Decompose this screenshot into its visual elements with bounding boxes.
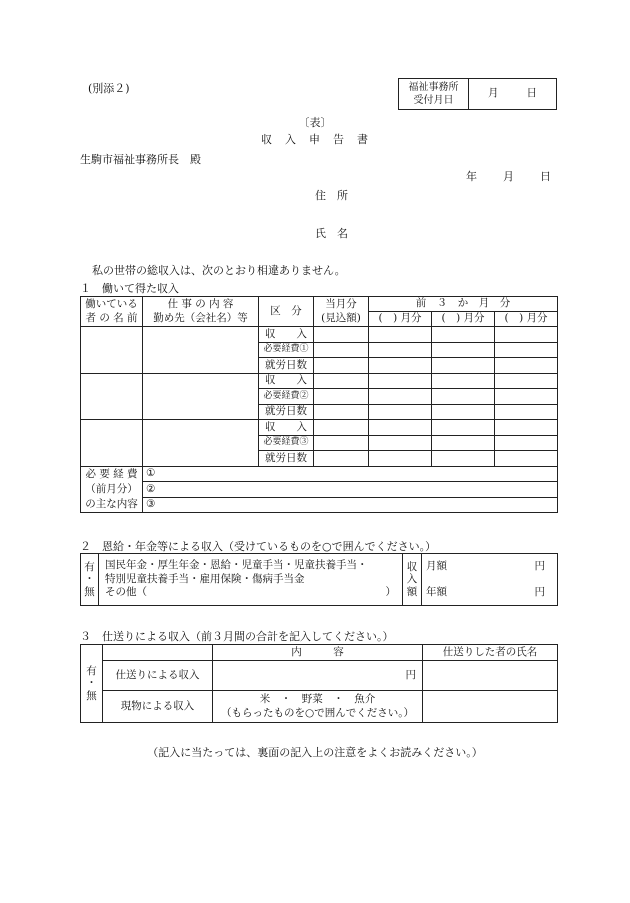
col-sender: 仕送りした者の氏名 <box>423 645 558 661</box>
pension-types[interactable]: 国民年金・厚生年金・恩給・児童手当・児童扶養手当・ 特別児童扶養手当・雇用保険・傷病手当金 その他（ ） <box>99 554 403 606</box>
date-field[interactable]: 年 月 日 <box>466 170 551 183</box>
footer-note: （記入に当たっては、裏面の記入上の注意をよくお読みください。） <box>147 746 483 759</box>
cell[interactable] <box>369 373 432 389</box>
worker-name-3[interactable] <box>81 420 143 467</box>
income-label-2: 収 入 <box>259 373 314 389</box>
cell[interactable] <box>314 435 369 451</box>
cell[interactable] <box>432 404 495 420</box>
days-label-2: 就労日数 <box>259 404 314 420</box>
name-label: 氏 名 <box>315 227 348 240</box>
cell[interactable] <box>369 342 432 358</box>
col-current-month: 当月分 (見込額) <box>314 297 369 327</box>
blank-header-cell <box>103 645 213 661</box>
worker-name-2[interactable] <box>81 373 143 420</box>
sender-name-2[interactable] <box>423 691 558 723</box>
col-job: 仕 事 の 内 容 勤め先（会社名）等 <box>143 297 259 327</box>
cell[interactable] <box>369 358 432 374</box>
income-label-3: 収 入 <box>259 420 314 436</box>
cell[interactable] <box>432 451 495 467</box>
addressee: 生駒市福祉事務所長 殿 <box>80 153 201 166</box>
prev-month-1[interactable]: ( ) 月分 <box>369 312 432 327</box>
col-content: 内 容 <box>213 645 423 661</box>
in-kind-label: 現物による収入 <box>103 691 213 723</box>
in-kind-items[interactable]: 米 ・ 野菜 ・ 魚介 （もらったものを○で囲んでください。） <box>213 691 423 723</box>
cell[interactable] <box>495 435 558 451</box>
cell[interactable] <box>495 327 558 343</box>
cell[interactable] <box>432 342 495 358</box>
days-label-1: 就労日数 <box>259 358 314 374</box>
address-label: 住 所 <box>315 189 348 202</box>
cell[interactable] <box>432 358 495 374</box>
work-income-table <box>80 296 558 513</box>
intro-text: 私の世帯の総収入は、次のとおり相違ありません。 <box>92 264 346 277</box>
cell[interactable] <box>369 420 432 436</box>
cell[interactable] <box>495 451 558 467</box>
cell[interactable] <box>369 404 432 420</box>
cell[interactable] <box>314 373 369 389</box>
expense-detail-2[interactable]: ② <box>143 482 558 498</box>
remittance-yes-no[interactable]: 有 ・ 無 <box>81 645 103 723</box>
monthly-amount[interactable]: 月額 円 <box>422 554 558 580</box>
cell[interactable] <box>495 420 558 436</box>
job-1[interactable] <box>143 327 259 374</box>
expense-label-1: 必要経費① <box>259 342 314 358</box>
expense-label-3: 必要経費③ <box>259 435 314 451</box>
days-label-3: 就労日数 <box>259 451 314 467</box>
expense-detail-1[interactable]: ① <box>143 466 558 482</box>
remittance-label: 仕送りによる収入 <box>103 661 213 691</box>
receipt-label: 福祉事務所 受付月日 <box>399 79 469 110</box>
receipt-date-field[interactable]: 月 日 <box>469 79 557 110</box>
cell[interactable] <box>495 373 558 389</box>
cell[interactable] <box>314 451 369 467</box>
expense-detail-label: 必 要 経 費 （前月分） の主な内容 <box>81 466 143 513</box>
job-2[interactable] <box>143 373 259 420</box>
cell[interactable] <box>369 435 432 451</box>
worker-name-1[interactable] <box>81 327 143 374</box>
expense-label-2: 必要経費② <box>259 389 314 405</box>
pension-income-table <box>80 553 558 606</box>
expense-detail-3[interactable]: ③ <box>143 497 558 513</box>
remittance-amount[interactable]: 円 <box>213 661 423 691</box>
prev-month-2[interactable]: ( ) 月分 <box>432 312 495 327</box>
section1-heading: １ 働いて得た収入 <box>80 282 179 295</box>
page-title: 収 入 申 告 書 <box>261 133 369 146</box>
cell[interactable] <box>495 342 558 358</box>
receipt-date-box <box>398 78 557 110</box>
income-label-1: 収 入 <box>259 327 314 343</box>
section2-heading: ２ 恩給・年金等による収入（受けているものを○で囲んでください。） <box>80 540 437 553</box>
remittance-income-table <box>80 644 558 723</box>
form-side-label: 〔表〕 <box>298 116 332 129</box>
cell[interactable] <box>495 389 558 405</box>
cell[interactable] <box>314 342 369 358</box>
cell[interactable] <box>432 389 495 405</box>
prev-month-3[interactable]: ( ) 月分 <box>495 312 558 327</box>
cell[interactable] <box>369 389 432 405</box>
sender-name-1[interactable] <box>423 661 558 691</box>
col-worker-name: 働いている 者 の 名 前 <box>81 297 143 327</box>
col-kubun: 区 分 <box>259 297 314 327</box>
attachment-label: (別添２) <box>88 82 130 95</box>
yearly-amount[interactable]: 年額 円 <box>422 580 558 606</box>
section3-heading: ３ 仕送りによる収入（前３月間の合計を記入してください。） <box>80 630 394 643</box>
cell[interactable] <box>314 358 369 374</box>
cell[interactable] <box>495 358 558 374</box>
cell[interactable] <box>314 327 369 343</box>
cell[interactable] <box>432 373 495 389</box>
income-amount-label: 収 入 額 <box>403 554 422 606</box>
cell[interactable] <box>432 435 495 451</box>
job-3[interactable] <box>143 420 259 467</box>
cell[interactable] <box>314 420 369 436</box>
col-prev-three-months: 前 ３ か 月 分 <box>369 297 558 312</box>
cell[interactable] <box>432 327 495 343</box>
pension-yes-no[interactable]: 有 ・ 無 <box>81 554 99 606</box>
cell[interactable] <box>369 327 432 343</box>
cell[interactable] <box>314 389 369 405</box>
cell[interactable] <box>314 404 369 420</box>
cell[interactable] <box>369 451 432 467</box>
cell[interactable] <box>495 404 558 420</box>
cell[interactable] <box>432 420 495 436</box>
